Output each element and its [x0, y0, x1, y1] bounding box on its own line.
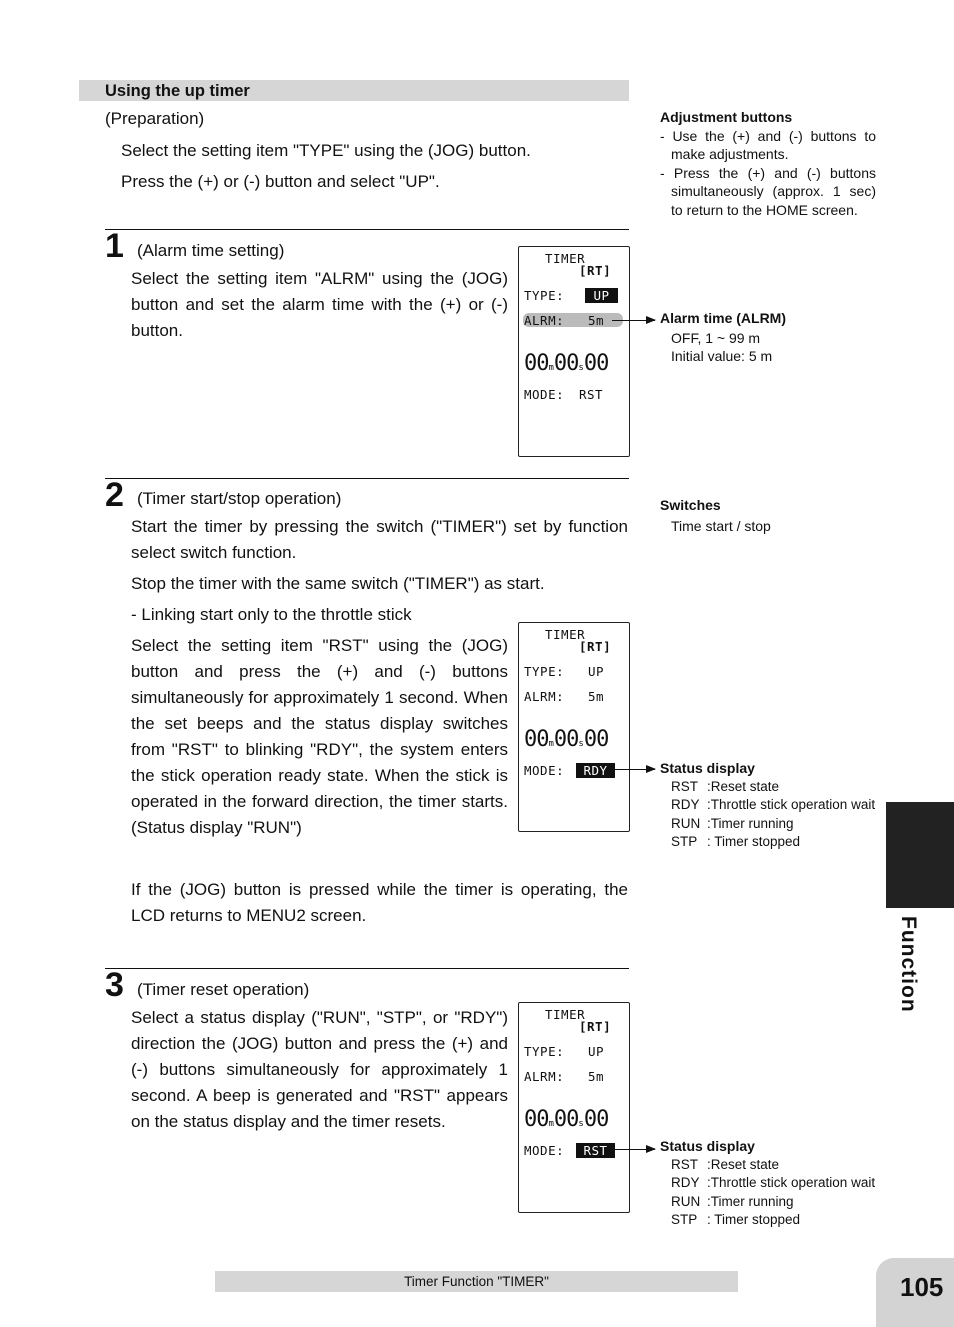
- lcd-time: 00m00s00: [524, 1107, 609, 1132]
- lcd-mode-value: RST: [576, 1143, 615, 1158]
- lcd-alrm-value: 5m: [588, 1069, 605, 1084]
- alarm-time-title: Alarm time (ALRM): [660, 310, 787, 326]
- step-1-text: Select the setting item "ALRM" using the (JOG) button and set the alarm time with the (+) or (-) button.: [131, 269, 508, 340]
- lcd-time: 00m00s00: [524, 351, 609, 376]
- chapter-tab-label: Function: [897, 916, 920, 1013]
- lcd-title: TIMER: [545, 251, 586, 266]
- step-2-rule: [105, 478, 629, 479]
- section-title: Using the up timer: [105, 82, 250, 100]
- status-row: RUN :Timer running: [671, 815, 794, 831]
- lcd-type-label: TYPE:: [524, 288, 565, 303]
- lcd-tag: [RT]: [579, 263, 612, 278]
- step-2-p5: If the (JOG) button is pressed while the timer is operating, the LCD returns to MENU2 screen.: [131, 880, 628, 925]
- lcd-type-value: UP: [588, 664, 605, 679]
- status-display-title: Status display: [660, 1138, 755, 1154]
- arrow-status-1: [612, 769, 655, 770]
- lcd-mode-value: RST: [579, 387, 604, 402]
- step-1-rule: [105, 229, 629, 230]
- lcd-alrm-value: 5m: [588, 689, 605, 704]
- lcd-alrm-label: ALRM:: [524, 689, 565, 704]
- step-2-title: (Timer start/stop operation): [137, 489, 342, 508]
- step-2-p2: Stop the timer with the same switch ("TIMER") as start.: [131, 574, 545, 593]
- step-1-number: 1: [105, 227, 124, 265]
- alarm-time-note: [660, 309, 786, 366]
- lcd-time: 00m00s00: [524, 727, 609, 752]
- adjustment-buttons-note: [660, 108, 876, 219]
- preparation-line-2: Press the (+) or (-) button and select "UP".: [121, 172, 440, 191]
- step-2-p3: - Linking start only to the throttle stick: [131, 605, 412, 624]
- status-row: STP : Timer stopped: [671, 834, 801, 849]
- lcd-type-label: TYPE:: [524, 1044, 565, 1059]
- lcd-mode-label: MODE:: [524, 763, 565, 778]
- status-row: RDY :Throttle stick operation wait: [671, 1175, 876, 1190]
- arrow-alarm: [612, 320, 655, 321]
- status-display-title: Status display: [660, 760, 755, 776]
- lcd-screen-1: [518, 246, 630, 457]
- lcd-tag: [RT]: [579, 1019, 612, 1034]
- lcd-alrm-label: ALRM:: [524, 1069, 565, 1084]
- step-2-p1: Start the timer by pressing the switch ("TIMER") set by function select switch function.: [131, 517, 628, 562]
- alarm-time-initial: Initial value: 5 m: [671, 348, 773, 364]
- status-display-note-2: [660, 1137, 875, 1230]
- status-row: RUN :Timer running: [671, 1193, 794, 1209]
- lcd-mode-label: MODE:: [524, 387, 565, 402]
- step-2-number: 2: [105, 476, 124, 514]
- status-display-note-1: [660, 759, 875, 852]
- adjustment-item-1: - Use the (+) and (-) buttons to make adjustments.: [660, 127, 876, 162]
- arrow-status-2: [612, 1149, 655, 1150]
- step-3-title: (Timer reset operation): [137, 980, 310, 999]
- alarm-time-range: OFF, 1 ~ 99 m: [671, 329, 761, 346]
- lcd-title: TIMER: [545, 627, 586, 642]
- footer-title: Timer Function "TIMER": [215, 1271, 738, 1292]
- lcd-alrm-label: ALRM:: [524, 313, 565, 328]
- page-number-box: [876, 1258, 954, 1327]
- switches-note: [660, 496, 771, 535]
- lcd-screen-2: [518, 622, 630, 832]
- chapter-tab: [886, 802, 954, 908]
- switches-desc: Time start / stop: [671, 517, 771, 534]
- status-row: RST :Reset state: [671, 778, 780, 794]
- lcd-screen-3: [518, 1002, 630, 1213]
- step-3-rule: [105, 968, 629, 969]
- step-3-number: 3: [105, 966, 124, 1004]
- preparation-line-1: Select the setting item "TYPE" using the (JOG) button.: [121, 141, 531, 160]
- lcd-type-value: UP: [585, 288, 618, 303]
- lcd-type-label: TYPE:: [524, 664, 565, 679]
- step-2-p4: Select the setting item "RST" using the (JOG) button and press the (+) and (-) buttons simultaneously for approximately 1 second. When the set beeps and the status display switches from "RST" to blinking "RDY", the system enters the stick operation ready state. When the stick is operated in the forward direction, the timer starts. (Status display "RUN"): [131, 636, 508, 837]
- adjustment-buttons-title: Adjustment buttons: [660, 109, 793, 125]
- lcd-alrm-value: 5m: [588, 313, 605, 328]
- switches-title: Switches: [660, 497, 721, 513]
- lcd-mode-value: RDY: [576, 763, 615, 778]
- preparation-label: (Preparation): [105, 109, 205, 128]
- status-row: RST :Reset state: [671, 1156, 780, 1172]
- lcd-title: TIMER: [545, 1007, 586, 1022]
- adjustment-item-2: - Press the (+) and (-) buttons simultaneously (approx. 1 sec) to return to the HOME screen.: [660, 164, 876, 218]
- step-3-text: Select a status display ("RUN", "STP", or "RDY") direction the (JOG) button and press the (+) and (-) buttons simultaneously for approximately 1 second. A beep is generated and "RST" appears on the status display and the timer resets.: [131, 1008, 508, 1131]
- step-1-title: (Alarm time setting): [137, 241, 285, 260]
- page-number: 105: [900, 1272, 944, 1302]
- lcd-tag: [RT]: [579, 639, 612, 654]
- status-row: RDY :Throttle stick operation wait: [671, 797, 876, 812]
- status-row: STP : Timer stopped: [671, 1212, 801, 1227]
- lcd-type-value: UP: [588, 1044, 605, 1059]
- section-header: [79, 80, 629, 101]
- lcd-mode-label: MODE:: [524, 1143, 565, 1158]
